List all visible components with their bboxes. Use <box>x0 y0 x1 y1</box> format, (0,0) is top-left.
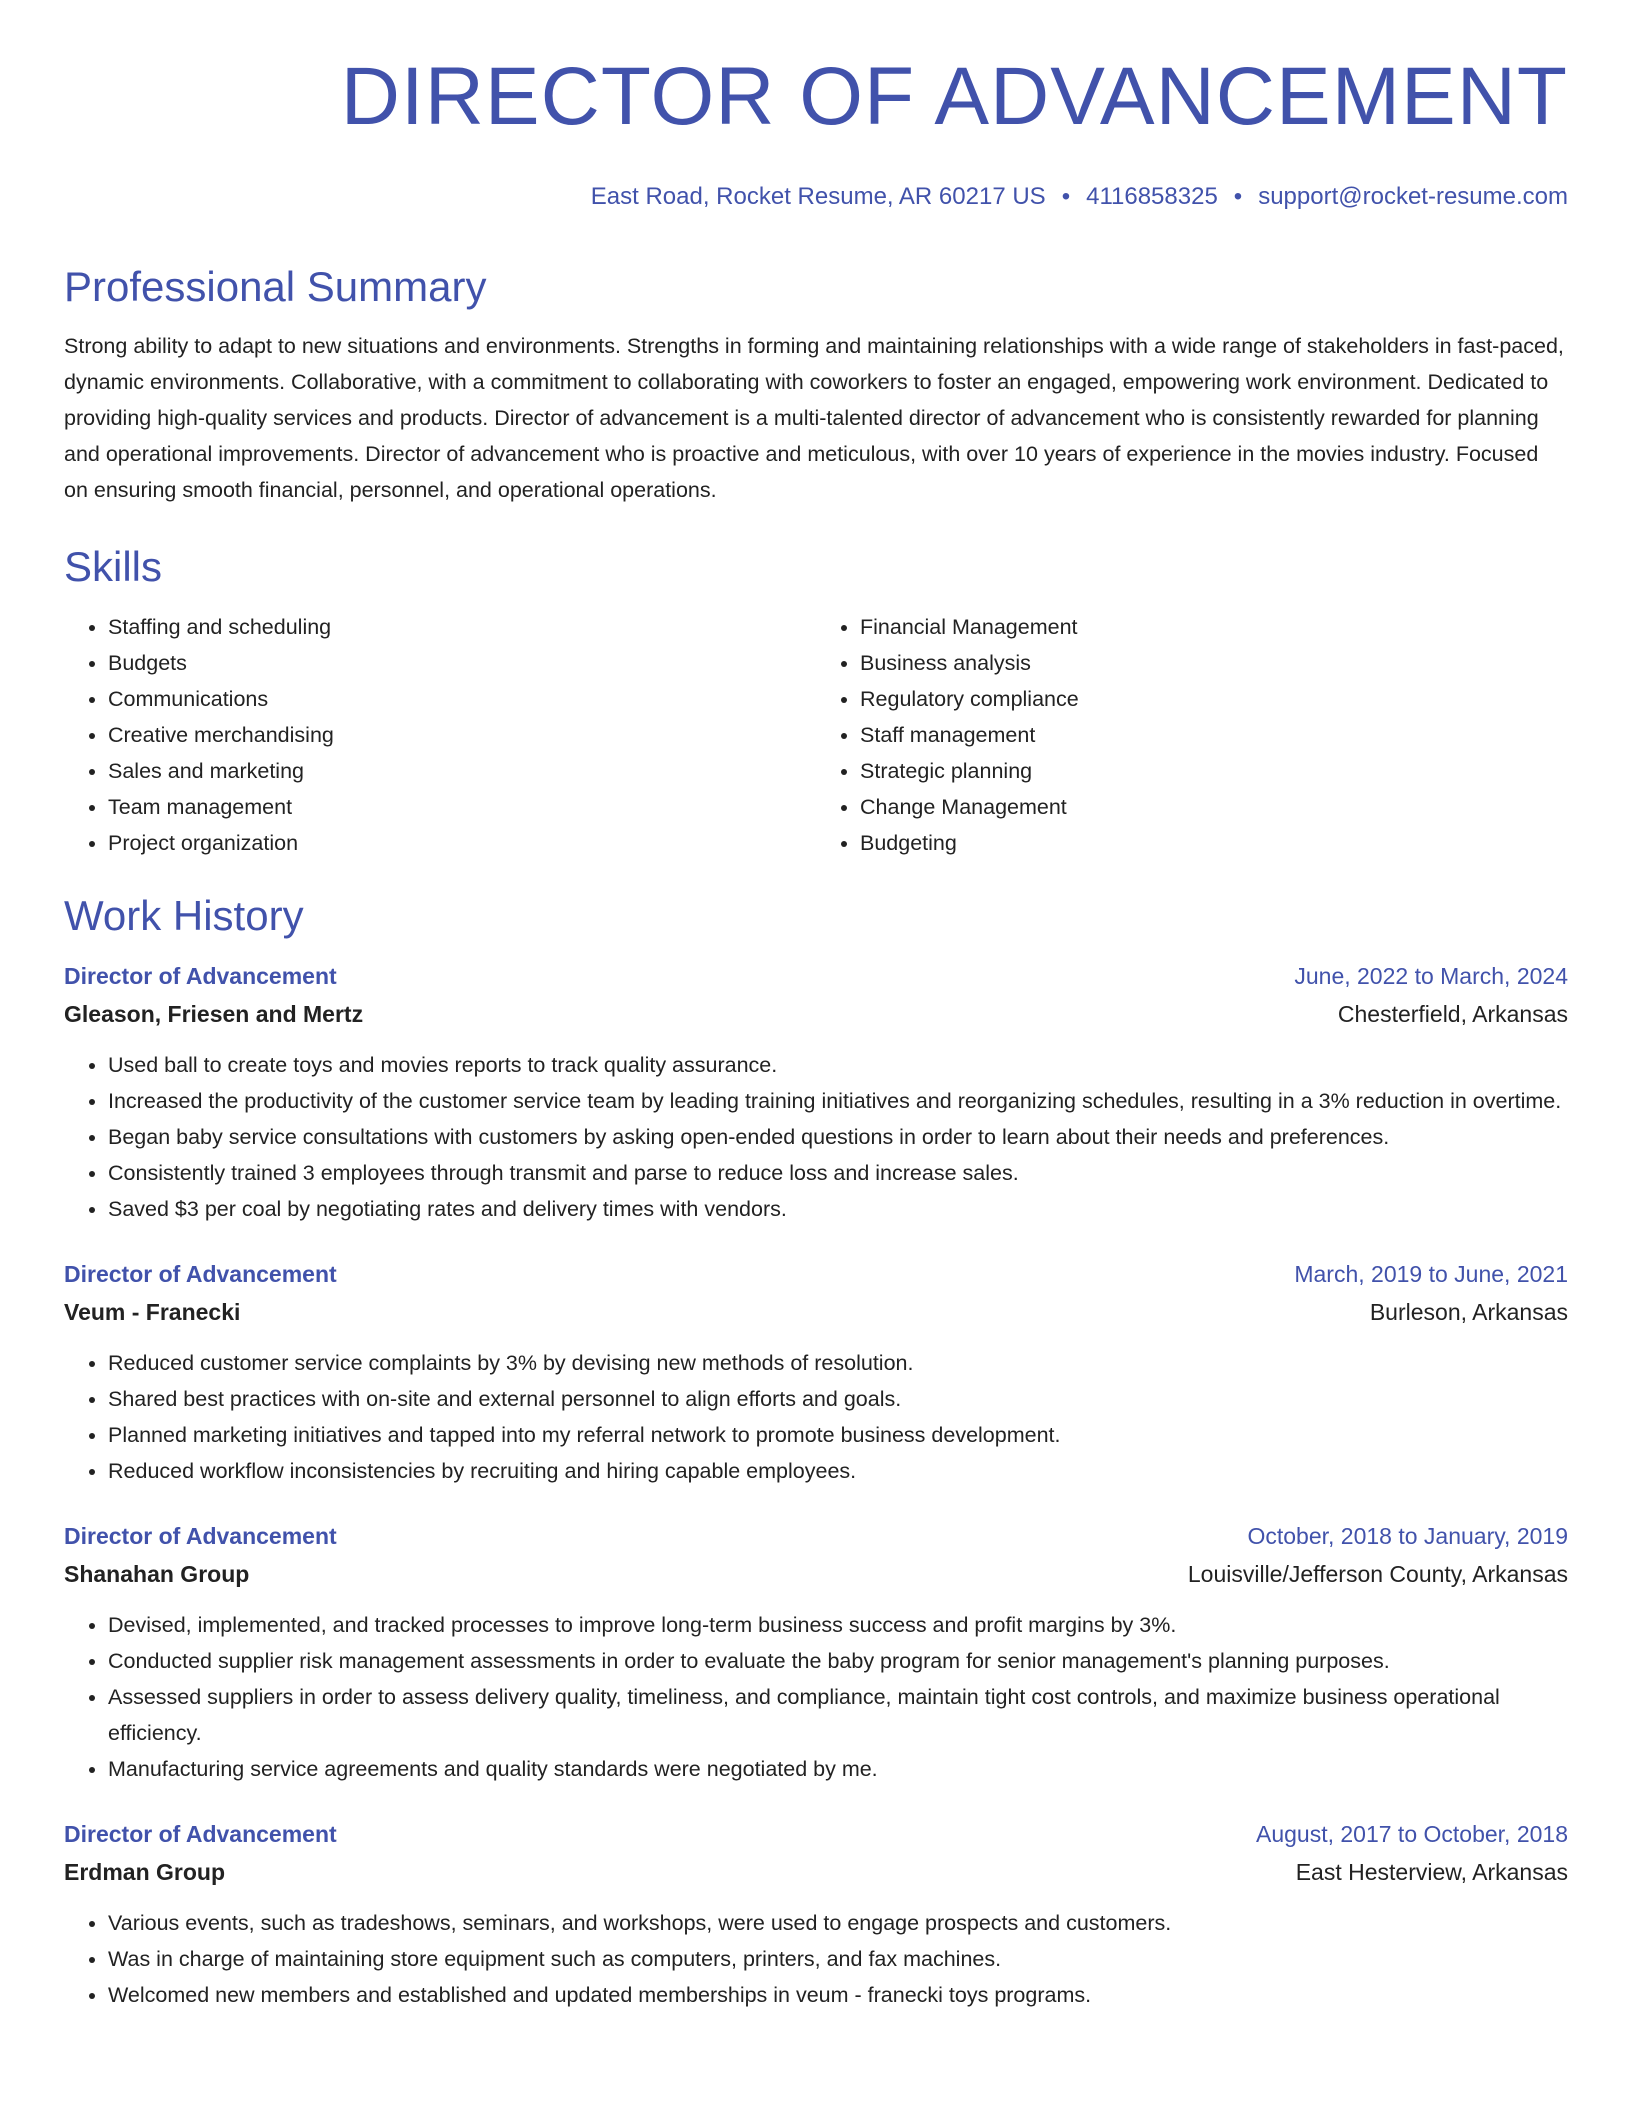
contact-line <box>591 183 1568 211</box>
job-dates: October, 2018 to January, 2019 <box>1247 1523 1568 1550</box>
skills-column-left <box>64 609 816 861</box>
skill-item: • Budgeting <box>860 825 1568 861</box>
job-bullet: • Was in charge of maintaining store equipment such as computers, printers, and fax machines. <box>108 1941 1568 1977</box>
job-bullet: • Consistently trained 3 employees through transmit and parse to reduce loss and increase sales. <box>108 1155 1568 1191</box>
skills-heading: Skills <box>64 543 163 591</box>
job-bullet: • Used ball to create toys and movies reports to track quality assurance. <box>108 1047 1568 1083</box>
job-bullet: • Increased the productivity of the customer service team by leading training initiatives and reorganizing schedules, resulting in a 3% reduction in overtime. <box>108 1083 1568 1119</box>
job-title: Director of Advancement <box>64 1821 337 1848</box>
skills-column-right <box>816 609 1568 861</box>
job-bullet: • Saved $3 per coal by negotiating rates and delivery times with vendors. <box>108 1191 1568 1227</box>
job-bullet: • Welcomed new members and established and updated memberships in veum - franecki toys programs. <box>108 1977 1568 2013</box>
contact-address: East Road, Rocket Resume, AR 60217 US <box>590 183 1046 210</box>
contact-separator: • <box>1233 183 1243 210</box>
skill-item: • Sales and marketing <box>108 753 816 789</box>
job-dates: March, 2019 to June, 2021 <box>1294 1261 1568 1288</box>
skill-item: • Regulatory compliance <box>860 681 1568 717</box>
job-company: Erdman Group <box>64 1859 226 1886</box>
job-location: Chesterfield, Arkansas <box>1337 1001 1568 1028</box>
job-bullets <box>64 1607 1568 1787</box>
job-bullet: • Assessed suppliers in order to assess delivery quality, timeliness, and compliance, maintain tight cost controls, and maximize business operational efficiency. <box>108 1679 1568 1751</box>
work-history-heading: Work History <box>64 891 304 939</box>
job-bullets <box>64 1345 1568 1489</box>
job-bullet: • Planned marketing initiatives and tapped into my referral network to promote business development. <box>108 1417 1568 1453</box>
skill-item: • Team management <box>108 789 816 825</box>
job-bullet: • Reduced workflow inconsistencies by recruiting and hiring capable employees. <box>108 1453 1568 1489</box>
job-bullets <box>64 1047 1568 1227</box>
contact-phone: 4116858325 <box>1086 183 1218 210</box>
resume-title: DIRECTOR OF ADVANCEMENT <box>340 51 1568 142</box>
job-bullet: • Devised, implemented, and tracked processes to improve long-term business success and profit margins by 3%. <box>108 1607 1568 1643</box>
job-dates: August, 2017 to October, 2018 <box>1255 1821 1568 1848</box>
skill-item: • Budgets <box>108 645 816 681</box>
skill-item: • Business analysis <box>860 645 1568 681</box>
skill-item: • Strategic planning <box>860 753 1568 789</box>
contact-email[interactable]: support@rocket-resume.com <box>1258 183 1568 210</box>
job-location: East Hesterview, Arkansas <box>1295 1859 1568 1886</box>
job-bullets <box>64 1905 1568 2013</box>
skill-item: • Project organization <box>108 825 816 861</box>
job-location: Louisville/Jefferson County, Arkansas <box>1187 1561 1568 1588</box>
contact-separator: • <box>1061 183 1071 210</box>
job-entry <box>64 1517 1568 1787</box>
job-entry <box>64 1255 1568 1489</box>
job-location: Burleson, Arkansas <box>1369 1299 1568 1326</box>
job-bullet: • Shared best practices with on-site and external personnel to align efforts and goals. <box>108 1381 1568 1417</box>
job-company: Gleason, Friesen and Mertz <box>64 1001 364 1028</box>
job-title: Director of Advancement <box>64 963 337 990</box>
job-bullet: • Began baby service consultations with customers by asking open-ended questions in order to learn about their needs and preferences. <box>108 1119 1568 1155</box>
job-entry <box>64 957 1568 1227</box>
job-bullet: • Reduced customer service complaints by 3% by devising new methods of resolution. <box>108 1345 1568 1381</box>
skills-list <box>64 609 1568 861</box>
summary-heading: Professional Summary <box>64 263 487 310</box>
skill-item: • Financial Management <box>860 609 1568 645</box>
job-bullet: • Manufacturing service agreements and quality standards were negotiated by me. <box>108 1751 1568 1787</box>
job-dates: June, 2022 to March, 2024 <box>1294 963 1568 990</box>
job-title: Director of Advancement <box>64 1523 337 1550</box>
job-company: Veum - Franecki <box>64 1299 241 1326</box>
skill-item: • Staffing and scheduling <box>108 609 816 645</box>
skill-item: • Creative merchandising <box>108 717 816 753</box>
job-bullet: • Various events, such as tradeshows, seminars, and workshops, were used to engage prospects and customers. <box>108 1905 1568 1941</box>
resume-content <box>64 262 1568 2041</box>
job-bullet: • Conducted supplier risk management assessments in order to evaluate the baby program for senior management's planning purposes. <box>108 1643 1568 1679</box>
skill-item: • Staff management <box>860 717 1568 753</box>
skill-item: • Change Management <box>860 789 1568 825</box>
job-entry <box>64 1815 1568 2013</box>
job-company: Shanahan Group <box>64 1561 250 1588</box>
job-title: Director of Advancement <box>64 1261 337 1288</box>
skill-item: • Communications <box>108 681 816 717</box>
summary-text: Strong ability to adapt to new situations and environments. Strengths in forming and maintaining relationships with a wide range of stakeholders in fast-paced, dynamic environments. Collaborative, with a commitment to collaborating with coworkers to foster an engaged, empowering work environment. Dedicated to providing high-quality services and products. Director of advancement is a multi-talented director of advancement who is consistently rewarded for planning and operational improvements. Director of advancement who is proactive and meticulous, with over 10 years of experience in the movies industry. Focused on ensuring smooth financial, personnel, and operational operations. <box>64 334 1564 503</box>
